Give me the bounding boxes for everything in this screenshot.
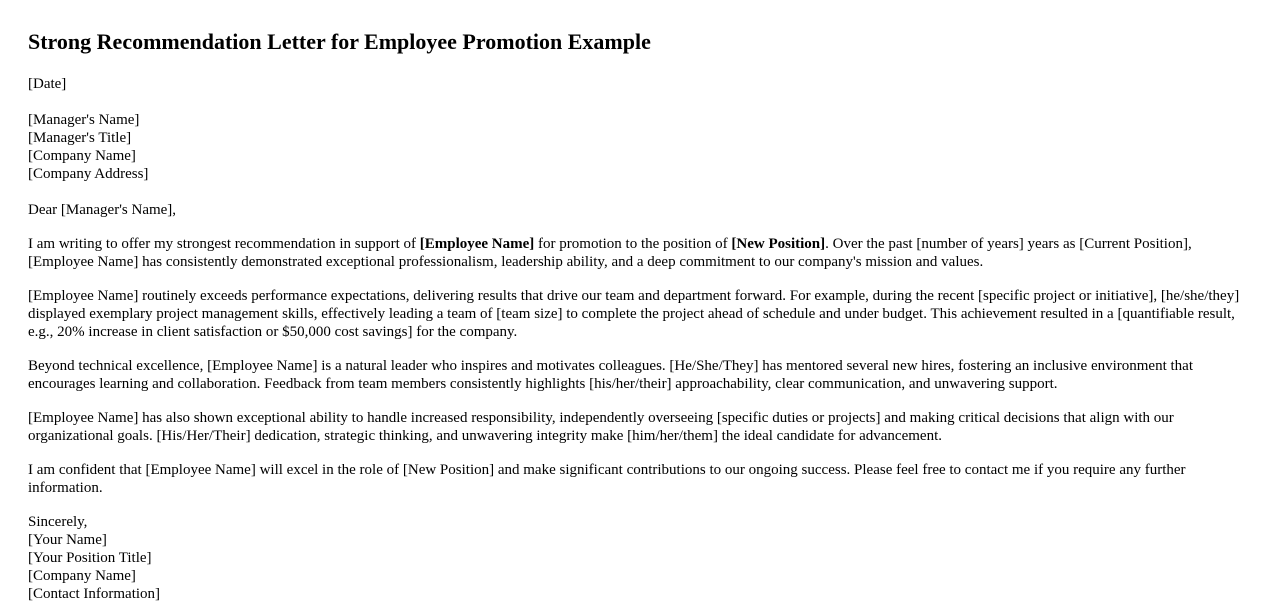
salutation: Dear [Manager's Name], [28,202,177,218]
closing-block [28,513,1250,601]
paragraph-intro-text-3: . Over the past [number of years] years as [Current Position], [Employee Name] has consistently demonstrated exceptional professionalism, leadership ability, and a deep commitment to our company's mission and values. [28,236,1192,270]
page-title: Strong Recommendation Letter for Employee Promotion Example [28,29,651,54]
sender-contact: [Contact Information] [28,586,161,601]
paragraph-intro [28,235,1250,271]
sender-company: [Company Name] [28,568,136,584]
recipient-title: [Manager's Title] [28,130,132,146]
paragraph-leadership: Beyond technical excellence, [Employee Name] is a natural leader who inspires and motivates colleagues. [He/She/They] has mentored several new hires, fostering an inclusive environment that encourages learning and collaboration. Feedback from team members consistently highlights [his/her/their] approachability, clear communication, and unwavering support. [28,358,1194,392]
recipient-block [28,111,1250,183]
paragraph-conclusion: I am confident that [Employee Name] will excel in the role of [New Position] and make significant contributions to our ongoing success. Please feel free to contact me if you require any further information. [28,462,1186,496]
closing-signoff: Sincerely, [28,514,88,530]
sender-position: [Your Position Title] [28,550,152,566]
recipient-company: [Company Name] [28,148,136,164]
letter-date-block [28,75,1250,93]
recipient-address: [Company Address] [28,166,149,182]
new-position-emphasis: [New Position] [731,236,826,252]
salutation-block [28,201,1250,219]
letter-date: [Date] [28,76,67,92]
paragraph-responsibility: [Employee Name] has also shown exceptional ability to handle increased responsibility, independently overseeing [specific duties or projects] and making critical decisions that align with our organizational goals. [His/Her/Their] dedication, strategic thinking, and unwavering integrity make [him/her/them] the ideal candidate for advancement. [28,410,1174,444]
sender-name: [Your Name] [28,532,107,548]
paragraph-intro-text-1: I am writing to offer my strongest recommendation in support of [28,236,420,252]
employee-name-emphasis: [Employee Name] [419,236,535,252]
recipient-name: [Manager's Name] [28,112,140,128]
paragraph-intro-text-2: for promotion to the position of [534,236,732,252]
paragraph-performance: [Employee Name] routinely exceeds performance expectations, delivering results that drive our team and department forward. For example, during the recent [specific project or initiative], [he/she/they] displayed exemplary project management skills, effectively leading a team of [team size] to complete the project ahead of schedule and under budget. This achievement resulted in a [quantifiable result, e.g., 20% increase in client satisfaction or $50,000 cost savings] for the company. [28,288,1240,340]
